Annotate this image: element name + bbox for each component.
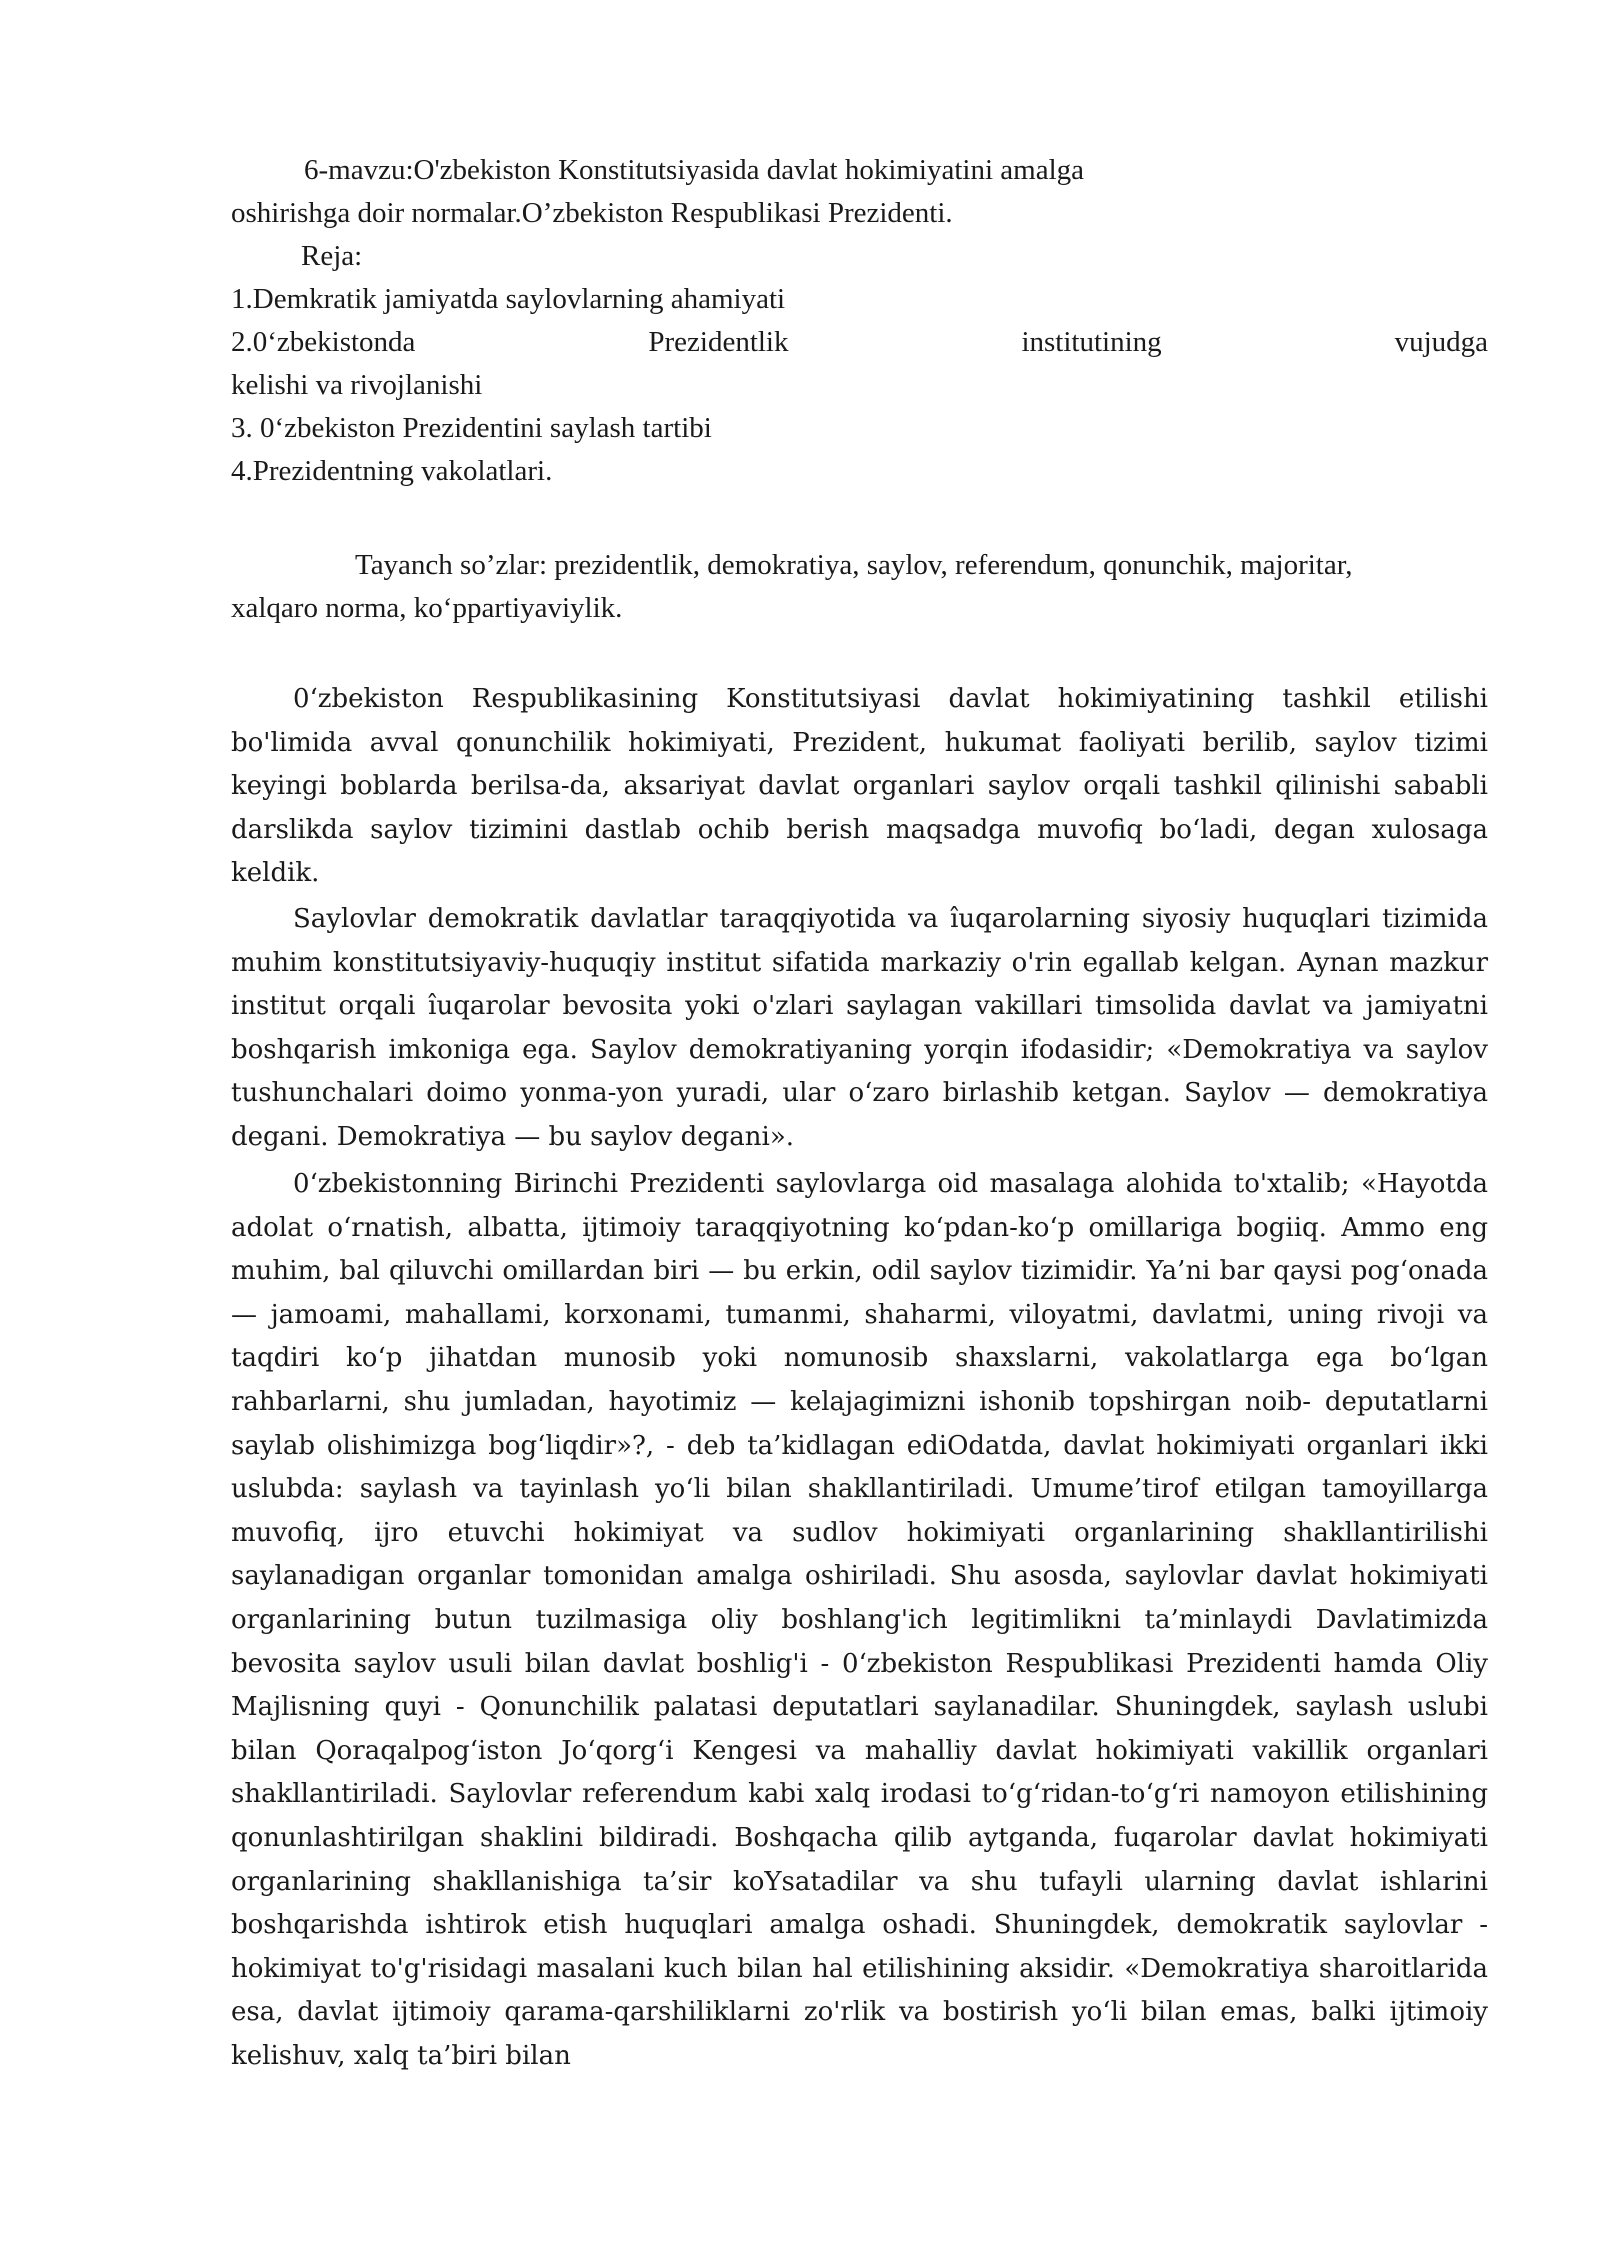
- plan-item-1: 1.Demkratik jamiyatda saylovlarning ahamiyati: [231, 283, 786, 315]
- plan-title: Reja:: [301, 240, 363, 272]
- plan-item-3: 3. 0‘zbekiston Prezidentini saylash tartibi: [231, 412, 712, 444]
- topic-heading-line-2: oshirishga doir normalar.O’zbekiston Respublikasi Prezidenti.: [231, 197, 953, 229]
- plan-item-2-continuation: kelishi va rivojlanishi: [231, 369, 483, 401]
- plan-item-2-word: 2.0‘zbekistonda: [231, 326, 416, 358]
- plan-item-4: 4.Prezidentning vakolatlari.: [231, 455, 553, 487]
- keywords-line-1: Tayanch so’zlar: prezidentlik, demokratiya, saylov, referendum, qonunchik, majoritar,: [355, 549, 1353, 581]
- plan-item-2-word: Prezidentlik: [648, 326, 789, 358]
- plan-item-2-word: vujudga: [1394, 326, 1488, 358]
- topic-heading-line-1: 6-mavzu:O'zbekiston Konstitutsiyasida davlat hokimiyatini amalga: [304, 154, 1085, 186]
- keywords-line-2: xalqaro norma, ko‘ppartiyaviylik.: [231, 592, 623, 624]
- body-paragraph-1: 0‘zbekiston Respublikasining Konstitutsiyasi davlat hokimiyatining tashkil etilishi bo'limida avval qonunchilik hokimiyati, Prezident, hukumat faoliyati berilib, saylov tizimi keyingi boblarda berilsa-da, aksariyat davlat organlari saylov orqali tashkil qilinishi sababli darslikda saylov tizimini dastlab ochib berish maqsadga muvofiq bo‘ladi, degan xulosaga keldik.: [231, 684, 1488, 889]
- plan-item-2-word: institutining: [1021, 326, 1162, 358]
- body-paragraph-3: 0‘zbekistonning Birinchi Prezidenti saylovlarga oid masalaga alohida to'xtalib; «Hayotda adolat o‘rnatish, albatta, ijtimoiy taraqqiyotning ko‘pdan-ko‘p omillariga bogiiq. Ammo eng muhim, bal qiluvchi omillardan biri — bu erkin, odil saylov tizimidir. Ya’ni bar qaysi pog‘onada — jamoami, mahallami, korxonami, tumanmi, shaharmi, viloyatmi, davlatmi, uning rivoji va taqdiri ko‘p jihatdan munosib yoki nomunosib shaxslarni, vakolatlarga ega bo‘lgan rahbarlarni, shu jumladan, hayotimiz — kelajagimizni ishonib topshirgan noib- deputatlarni saylab olishimizga bog‘liqdir»?, - deb ta’kidlagan ediOdatda, davlat hokimiyati organlari ikki uslubda: saylash va tayinlash yo‘li bilan shakllantiriladi. Umume’tirof etilgan tamoyillarga muvofiq, ijro etuvchi hokimiyat va sudlov hokimiyati organlarining shakllantirilishi saylanadigan organlar tomonidan amalga oshiriladi. Shu asosda, saylovlar davlat hokimiyati organlarining butun tuzilmasiga oliy boshlang'ich legitimlikni ta’minlaydi Davlatimizda bevosita saylov usuli bilan davlat boshlig'i - 0‘zbekiston Respublikasi Prezidenti hamda Oliy Majlisning quyi - Qonunchilik palatasi deputatlari saylanadilar. Shuningdek, saylash uslubi bilan Qoraqalpog‘iston Jo‘qorg‘i Kengesi va mahalliy davlat hokimiyati vakillik organlari shakllantiriladi. Saylovlar referendum kabi xalq irodasi to‘g‘ridan-to‘g‘ri namoyon etilishining qonunlashtirilgan shaklini bildiradi. Boshqacha qilib aytganda, fuqarolar davlat hokimiyati organlarining shakllanishiga ta’sir koYsatadilar va shu tufayli ularning davlat ishlarini boshqarishda ishtirok etish huquqlari amalga oshadi. Shuningdek, demokratik saylovlar - hokimiyat to'g'risidagi masalani kuch bilan hal etilishining aksidir. «Demokratiya sharoitlarida esa, davlat ijtimoiy qarama-qarshiliklarni zo'rlik va bostirish yo‘li bilan emas, balki ijtimoiy kelishuv, xalq ta’biri bilan: [231, 1169, 1488, 2071]
- plan-item-2: [231, 322, 1488, 362]
- body-paragraph-2: Saylovlar demokratik davlatlar taraqqiyotida va îuqarolarning siyosiy huquqlari tizimida muhim konstitutsiyaviy-huquqiy institut sifatida markaziy o'rin egallab kelgan. Aynan mazkur institut orqali îuqarolar bevosita yoki o'zlari saylagan vakillari timsolida davlat va jamiyatni boshqarish imkoniga ega. Saylov demokratiyaning yorqin ifodasidir; «Demokratiya va saylov tushunchalari doimo yonma-yon yuradi, ular o‘zaro birlashib ketgan. Saylov — demokratiya degani. Demokratiya — bu saylov degani».: [231, 904, 1488, 1152]
